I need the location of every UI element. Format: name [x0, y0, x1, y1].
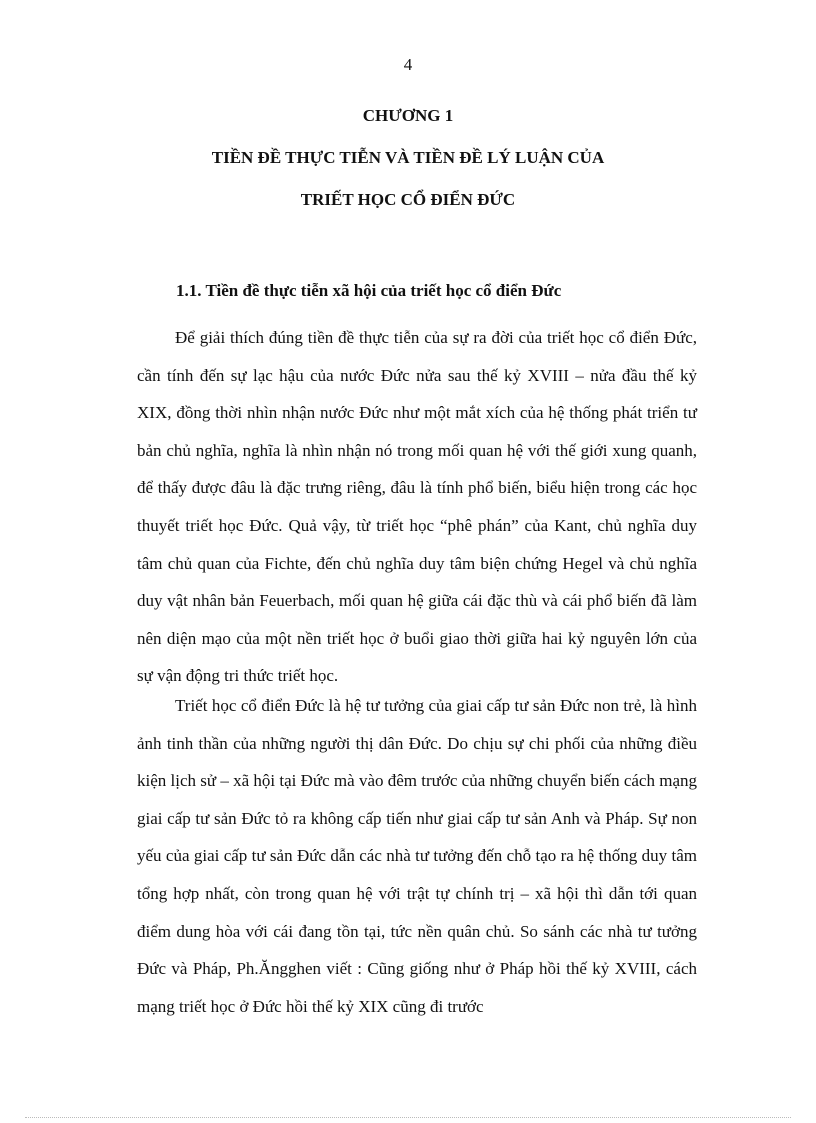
body-paragraph-2: Triết học cổ điển Đức là hệ tư tưởng của giai cấp tư sản Đức non trẻ, là hình ảnh tinh thần của những người thị dân Đức. Do chịu sự chi phối của những điều kiện lịch sử – xã hội tại Đức mà vào đêm trước của những chuyển biến cách mạng giai cấp tư sản Đức tỏ ra không cấp tiến như giai cấp tư sản Anh và Pháp. Sự non yếu của giai cấp tư sản Đức dẫn các nhà tư tưởng đến chỗ tạo ra hệ thống duy tâm tổng hợp nhất, còn trong quan hệ với trật tự chính trị – xã hội thì dẫn tới quan điểm dung hòa với cái đang tồn tại, tức nền quân chủ. So sánh các nhà tư tưởng Đức và Pháp, Ph.Ăngghen viết : Cũng giống như ở Pháp hồi thế kỷ XVIII, cách mạng triết học ở Đức hồi thế kỷ XIX cũng đi trước: [137, 696, 697, 1016]
section-heading: 1.1. Tiền đề thực tiễn xã hội của triết học cổ điển Đức: [176, 281, 562, 300]
chapter-title-line-1: TIỀN ĐỀ THỰC TIỄN VÀ TIỀN ĐỀ LÝ LUẬN CỦA: [211, 148, 605, 167]
page-bottom-divider: [25, 1117, 791, 1118]
chapter-title-line-2: TRIẾT HỌC CỔ ĐIỂN ĐỨC: [300, 190, 516, 209]
page-number: 4: [403, 55, 413, 74]
chapter-label: CHƯƠNG 1: [362, 106, 454, 125]
body-paragraph-1: Để giải thích đúng tiền đề thực tiễn của sự ra đời của triết học cổ điển Đức, cần tính đến sự lạc hậu của nước Đức nửa sau thế kỷ XVIII – nửa đầu thế kỷ XIX, đồng thời nhìn nhận nước Đức như một mắt xích của hệ thống phát triển tư bản chủ nghĩa, nghĩa là nhìn nhận nó trong mối quan hệ với thế giới xung quanh, để thấy được đâu là đặc trưng riêng, đâu là tính phổ biến, biểu hiện trong các học thuyết triết học Đức. Quả vậy, từ triết học “phê phán” của Kant, chủ nghĩa duy tâm chủ quan của Fichte, đến chủ nghĩa duy tâm biện chứng Hegel và chủ nghĩa duy vật nhân bản Feuerbach, mối quan hệ giữa cái đặc thù và cái phổ biến đã làm nên diện mạo của một nền triết học ở buổi giao thời giữa hai kỷ nguyên lớn của sự vận động tri thức triết học.: [137, 328, 697, 686]
